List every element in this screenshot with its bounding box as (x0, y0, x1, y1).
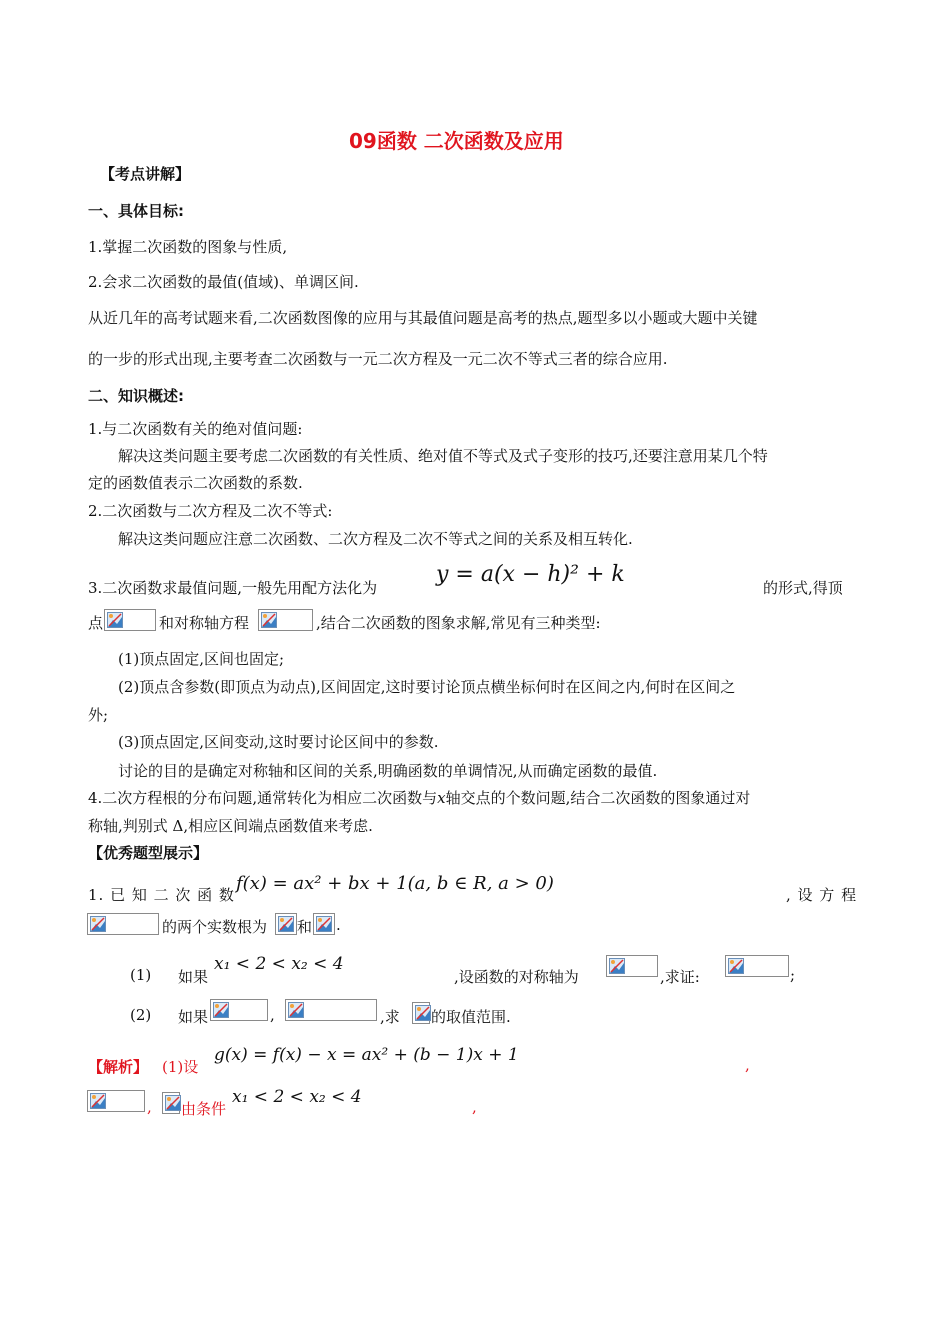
q1-number: (1) (130, 966, 152, 984)
broken-image-axis-value (606, 955, 658, 977)
k3-type-2a: (2)顶点含参数(即顶点为动点),区间固定,这时要讨论顶点横坐标何时在区间之内,何时在区间之 (118, 678, 736, 696)
k3-type-2b: 外; (88, 706, 109, 724)
broken-image-icon (213, 1002, 229, 1018)
broken-image-icon (90, 916, 106, 932)
goal-2: 2.会求二次函数的最值(值域)、单调区间. (88, 273, 359, 291)
p1-text-b: , 设 方 程 (786, 886, 858, 904)
broken-image-icon (90, 1093, 106, 1109)
goal-1: 1.掌握二次函数的图象与性质, (88, 238, 288, 256)
broken-image-icon (107, 612, 123, 628)
p1-formula: f(x) = ax² + bx + 1(a, b ∈ R, a > 0) (236, 873, 554, 894)
broken-image-icon (609, 958, 625, 974)
q2-text-c: ,求 (380, 1008, 400, 1026)
p1-text-c: 的两个实数根为 (162, 918, 268, 936)
broken-image-icon (415, 1005, 431, 1021)
k3-text-d: 和对称轴方程 (159, 614, 250, 632)
q1-formula: x₁ < 2 < x₂ < 4 (214, 954, 344, 974)
q1-text-a: 如果 (178, 968, 209, 986)
q2-number: (2) (130, 1006, 152, 1024)
intro-1a: 从近几年的高考试题来看,二次函数图像的应用与其最值问题是 (88, 309, 498, 327)
broken-image-icon (165, 1095, 181, 1111)
solution-formula: g(x) = f(x) − x = ax² + (b − 1)x + 1 (214, 1045, 519, 1065)
intro-line-2: 的一步的形式出现,主要考查二次函数与一元二次方程及一元二次不等式三者的综合应用. (88, 350, 668, 368)
solution-text-b: , (147, 1098, 152, 1116)
broken-image-axis (258, 609, 313, 631)
broken-image-vertex (104, 609, 156, 631)
k3-text-a: 3.二次函数求最值问题,一般先用配方法化为 (88, 579, 378, 597)
k1-body-1: 解决这类问题主要考虑二次函数的有关性质、绝对值不等式及式子变形的技巧,还要注意用某几个特 (118, 447, 768, 465)
p1-text-d: 和 (297, 918, 313, 936)
k1-body-2: 定的函数值表示二次函数的系数. (88, 474, 303, 492)
solution-comma-1: , (745, 1056, 750, 1074)
k3-type-3: (3)顶点固定,区间变动,这时要讨论区间中的参数. (118, 733, 439, 751)
p1-text-a: 1. 已 知 二 次 函 数 (88, 886, 235, 904)
q2-text-a: 如果 (178, 1008, 209, 1026)
broken-image-solution-2 (162, 1092, 180, 1114)
solution-comma-2: , (472, 1098, 477, 1116)
broken-image-icon (288, 1002, 304, 1018)
heading-knowledge: 二、知识概述: (88, 387, 184, 405)
broken-image-icon (278, 916, 294, 932)
page-title: 09函数 二次函数及应用 (349, 129, 564, 153)
broken-image-cond-1 (210, 999, 268, 1021)
solution-text-c: 由条件 (181, 1100, 227, 1118)
k4-a: 4.二次方程根的分布问题,通常转化为相应二次函数与 (88, 789, 438, 807)
solution-formula-2: x₁ < 2 < x₂ < 4 (232, 1087, 362, 1107)
broken-image-root-2 (313, 913, 335, 935)
k3-text-b: 的形式,得顶 (763, 579, 843, 597)
p1-text-e: . (336, 916, 341, 934)
k3-type-1: (1)顶点固定,区间也固定; (118, 650, 285, 668)
k3-type-4: 讨论的目的是确定对称轴和区间的关系,明确函数的单调情况,从而确定函数的最值. (118, 762, 658, 780)
k3-text-c: 点 (88, 614, 104, 632)
solution-text-a: (1)设 (162, 1058, 199, 1076)
broken-image-cond-2 (285, 999, 377, 1021)
heading-goals: 一、具体目标: (88, 202, 184, 220)
k4-x: x (437, 789, 446, 807)
k3-text-e: ,结合二次函数的图象求解,常见有三种类型: (316, 614, 601, 632)
k3-formula: y = a(x − h)² + k (436, 562, 625, 587)
section-youxiu: 【优秀题型展示】 (88, 844, 209, 862)
broken-image-proof (725, 955, 789, 977)
q2-text-b: , (270, 1006, 275, 1024)
q1-text-d: ; (790, 966, 796, 984)
k4-line-2: 称轴,判别式 Δ,相应区间端点函数值来考虑. (88, 817, 373, 835)
q1-text-c: ,求证: (660, 968, 700, 986)
broken-image-icon (728, 958, 744, 974)
intro-1b: 高考的热点,题型多以小题或大题中关键 (497, 309, 758, 327)
k1-title: 1.与二次函数有关的绝对值问题: (88, 420, 303, 438)
k4-line-1 (88, 787, 750, 808)
section-kaodian: 【考点讲解】 (100, 165, 191, 183)
broken-image-icon (316, 916, 332, 932)
q2-text-d: 的取值范围. (431, 1008, 511, 1026)
broken-image-equation (87, 913, 159, 935)
q1-text-b: ,设函数的对称轴为 (454, 968, 579, 986)
k2-title: 2.二次函数与二次方程及二次不等式: (88, 502, 333, 520)
k2-body: 解决这类问题应注意二次函数、二次方程及二次不等式之间的关系及相互转化. (118, 530, 633, 548)
intro-line-1 (88, 307, 864, 328)
broken-image-solution-1 (87, 1090, 145, 1112)
broken-image-icon (261, 612, 277, 628)
broken-image-root-1 (275, 913, 297, 935)
k4-b: 轴交点的个数问题,结合二次函数的图象通过对 (445, 789, 751, 807)
broken-image-b (412, 1002, 430, 1024)
solution-label: 【解析】 (88, 1058, 149, 1076)
